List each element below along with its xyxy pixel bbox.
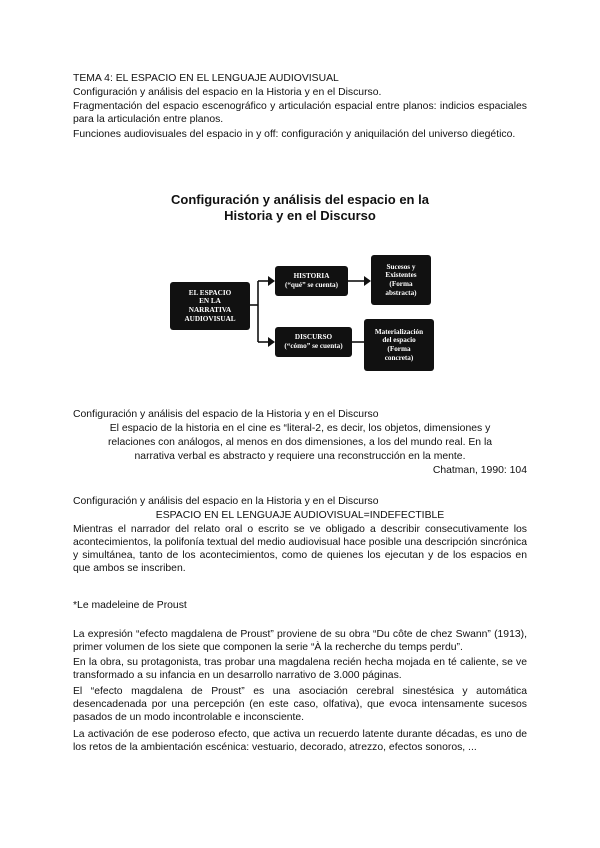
arrow-historia-leaf — [364, 276, 371, 286]
root-line-2: EN LA — [199, 297, 221, 306]
section3-paragraph-2: En la obra, su protagonista, tras probar una magdalena recién hecha mojada en té caliente, se ve transformado a su infancia en un desarrollo narrativo de 3.000 páginas. — [73, 657, 527, 681]
historia-sub: (“qué” se cuenta) — [284, 281, 339, 289]
topic-point-1: Configuración y análisis del espacio en la Historia y en el Discurso. — [73, 87, 382, 98]
arrow-discurso — [268, 337, 275, 347]
diagram-discurso-leaf-box — [364, 319, 434, 371]
section1-quote-line-1: El espacio de la historia en el cine es “literal-2, es decir, los objetos, dimensiones y — [109, 423, 491, 434]
historia-leaf-line-3: (Forma — [389, 280, 413, 288]
root-line-3: NARRATIVA — [188, 306, 232, 314]
diagram-historia-leaf-box — [371, 255, 431, 305]
diagram-historia-box — [275, 266, 348, 296]
section1-quote-line-3: narrativa verbal es abstracto y requiere una reconstrucción en la mente. — [134, 451, 466, 462]
section2-subheading: ESPACIO EN EL LENGUAJE AUDIOVISUAL=INDEFECTIBLE — [155, 510, 445, 521]
arrow-historia — [268, 276, 275, 286]
topic-point-2: Fragmentación del espacio escenográfico y articulación espacial entre planos: indicios espaciales para la articulación entre planos. — [73, 101, 527, 125]
section1-citation: Chatman, 1990: 104 — [432, 465, 527, 476]
section2-heading: Configuración y análisis del espacio en la Historia y en el Discurso — [73, 496, 379, 507]
topic-point-3: Funciones audiovisuales del espacio in y off: configuración y aniquilación del universo diegético. — [73, 129, 516, 140]
section2-paragraph: Mientras el narrador del relato oral o escrito se ve obligado a describir consecutivamente los acontecimientos, la polifonía textual del medio audiovisual hace posible una descripción sincrónica y simultánea, tanto de los acontecimientos, como de quienes los ejecutan y de los espacios en que ambos se inscriben. — [73, 524, 527, 574]
root-line-1: EL ESPACIO — [188, 288, 232, 297]
discurso-leaf-line-2: del espacio — [382, 336, 416, 345]
section3-paragraph-4: La activación de ese poderoso efecto, que activa un recuerdo latente durante décadas, es uno de los retos de la ambientación escénica: vestuario, decorado, atrezzo, efectos sonoros, ... — [73, 729, 527, 753]
historia-leaf-line-1: Sucesos y — [386, 262, 416, 271]
discurso-label: DISCURSO — [294, 333, 333, 342]
root-line-4: AUDIOVISUAL — [184, 314, 236, 323]
discurso-leaf-line-1: Materialización — [374, 327, 424, 336]
section1-quote-line-2: relaciones con análogos, al menos en dos dimensiones, a los del mundo real. En la — [107, 437, 493, 448]
section1-heading: Configuración y análisis del espacio de la Historia y en el Discurso — [73, 409, 379, 420]
diagram-root-box — [170, 282, 250, 330]
historia-leaf-line-4: abstracta) — [385, 288, 417, 297]
section3-paragraph-3: El “efecto magdalena de Proust” es una asociación cerebral sinestésica y automática desencadenada por una percepción (en este caso, olfativa), que evoca intensamente sucesos pasados de un modo incontrolable e inconsciente. — [73, 686, 527, 723]
topic-title: TEMA 4: EL ESPACIO EN EL LENGUAJE AUDIOVISUAL — [73, 73, 339, 84]
discurso-leaf-line-4: concreta) — [384, 353, 414, 362]
diagram-discurso-box — [275, 327, 352, 357]
section3-paragraph-1: La expresión “efecto magdalena de Proust” proviene de su obra “Du côte de chez Swann” (1913), primer volumen de los siete que componen la serie “À la recherche du temps perdu”. — [73, 629, 527, 653]
historia-label: HISTORIA — [293, 272, 330, 281]
diagram-title-line-2: Historia y en el Discurso — [224, 208, 376, 223]
discurso-sub: (“cómo” se cuenta) — [284, 342, 343, 350]
discurso-leaf-line-3: (Forma — [387, 345, 411, 353]
diagram-title-line-1: Configuración y análisis del espacio en la — [171, 192, 429, 207]
section3-heading: *Le madeleine de Proust — [73, 600, 187, 611]
historia-leaf-line-2: Existentes — [385, 271, 417, 280]
